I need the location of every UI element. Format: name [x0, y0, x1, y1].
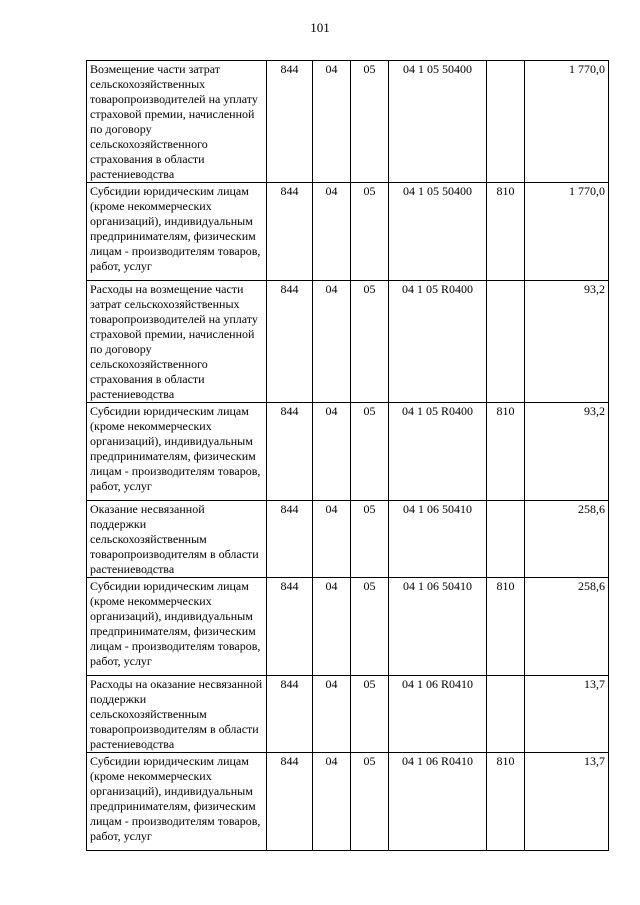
- row-subsection-code-cell: 05: [351, 61, 389, 183]
- row-name-cell: Оказание несвязанной поддержки сельскохозяйственным товаропроизводителям в области растениеводства: [87, 501, 267, 578]
- row-section-code-cell: 04: [313, 403, 351, 501]
- row-subsection-code-cell: 05: [351, 403, 389, 501]
- row-ministry-code-cell: 844: [267, 676, 313, 753]
- row-section-code-cell: 04: [313, 578, 351, 676]
- row-amount-cell: 93,2: [525, 281, 609, 403]
- row-name-cell: Расходы на возмещение части затрат сельскохозяйственных товаропроизводителей на уплату страховой премии, начисленной по договору сельскохозяйственного страхования в области растениеводства: [87, 281, 267, 403]
- row-section-code-cell: 04: [313, 183, 351, 281]
- row-section-code-cell: 04: [313, 753, 351, 851]
- row-ministry-code-cell: 844: [267, 753, 313, 851]
- row-amount-cell: 258,6: [525, 578, 609, 676]
- row-name-cell: Субсидии юридическим лицам (кроме некоммерческих организаций), индивидуальным предпринимателям, физическим лицам - производителям товаров, работ, услуг: [87, 753, 267, 851]
- row-ministry-code-cell: 844: [267, 281, 313, 403]
- row-target-article-cell: 04 1 06 50410: [389, 578, 487, 676]
- row-amount-cell: 1 770,0: [525, 61, 609, 183]
- row-expense-type-cell: 810: [487, 183, 525, 281]
- row-name-cell: Субсидии юридическим лицам (кроме некоммерческих организаций), индивидуальным предпринимателям, физическим лицам - производителям товаров, работ, услуг: [87, 403, 267, 501]
- row-subsection-code-cell: 05: [351, 676, 389, 753]
- row-expense-type-cell: [487, 61, 525, 183]
- row-subsection-code-cell: 05: [351, 578, 389, 676]
- table-row: [87, 281, 609, 403]
- row-target-article-cell: 04 1 05 50400: [389, 61, 487, 183]
- table-row: [87, 61, 609, 183]
- table-row: [87, 501, 609, 578]
- budget-table: [86, 60, 609, 851]
- row-ministry-code-cell: 844: [267, 403, 313, 501]
- row-expense-type-cell: 810: [487, 403, 525, 501]
- row-amount-cell: 13,7: [525, 753, 609, 851]
- row-ministry-code-cell: 844: [267, 501, 313, 578]
- row-name-cell: Возмещение части затрат сельскохозяйственных товаропроизводителей на уплату страховой премии, начисленной по договору сельскохозяйственного страхования в области растениеводства: [87, 61, 267, 183]
- row-amount-cell: 1 770,0: [525, 183, 609, 281]
- row-expense-type-cell: 810: [487, 753, 525, 851]
- row-subsection-code-cell: 05: [351, 753, 389, 851]
- row-target-article-cell: 04 1 05 50400: [389, 183, 487, 281]
- row-subsection-code-cell: 05: [351, 183, 389, 281]
- row-amount-cell: 258,6: [525, 501, 609, 578]
- table-body: [87, 61, 609, 851]
- row-section-code-cell: 04: [313, 61, 351, 183]
- row-ministry-code-cell: 844: [267, 578, 313, 676]
- row-expense-type-cell: [487, 501, 525, 578]
- row-ministry-code-cell: 844: [267, 183, 313, 281]
- table-row: [87, 183, 609, 281]
- row-name-cell: Субсидии юридическим лицам (кроме некоммерческих организаций), индивидуальным предпринимателям, физическим лицам - производителям товаров, работ, услуг: [87, 578, 267, 676]
- row-amount-cell: 13,7: [525, 676, 609, 753]
- row-subsection-code-cell: 05: [351, 501, 389, 578]
- row-expense-type-cell: 810: [487, 578, 525, 676]
- row-target-article-cell: 04 1 05 R0400: [389, 281, 487, 403]
- row-expense-type-cell: [487, 676, 525, 753]
- row-subsection-code-cell: 05: [351, 281, 389, 403]
- row-section-code-cell: 04: [313, 676, 351, 753]
- page-number: 101: [310, 20, 330, 35]
- row-expense-type-cell: [487, 281, 525, 403]
- row-target-article-cell: 04 1 06 50410: [389, 501, 487, 578]
- row-target-article-cell: 04 1 06 R0410: [389, 753, 487, 851]
- row-ministry-code-cell: 844: [267, 61, 313, 183]
- table-row: [87, 403, 609, 501]
- row-amount-cell: 93,2: [525, 403, 609, 501]
- table-row: [87, 753, 609, 851]
- row-target-article-cell: 04 1 06 R0410: [389, 676, 487, 753]
- table-row: [87, 578, 609, 676]
- row-section-code-cell: 04: [313, 501, 351, 578]
- row-target-article-cell: 04 1 05 R0400: [389, 403, 487, 501]
- table-row: [87, 676, 609, 753]
- row-name-cell: Расходы на оказание несвязанной поддержки сельскохозяйственным товаропроизводителям в области растениеводства: [87, 676, 267, 753]
- row-name-cell: Субсидии юридическим лицам (кроме некоммерческих организаций), индивидуальным предпринимателям, физическим лицам - производителям товаров, работ, услуг: [87, 183, 267, 281]
- row-section-code-cell: 04: [313, 281, 351, 403]
